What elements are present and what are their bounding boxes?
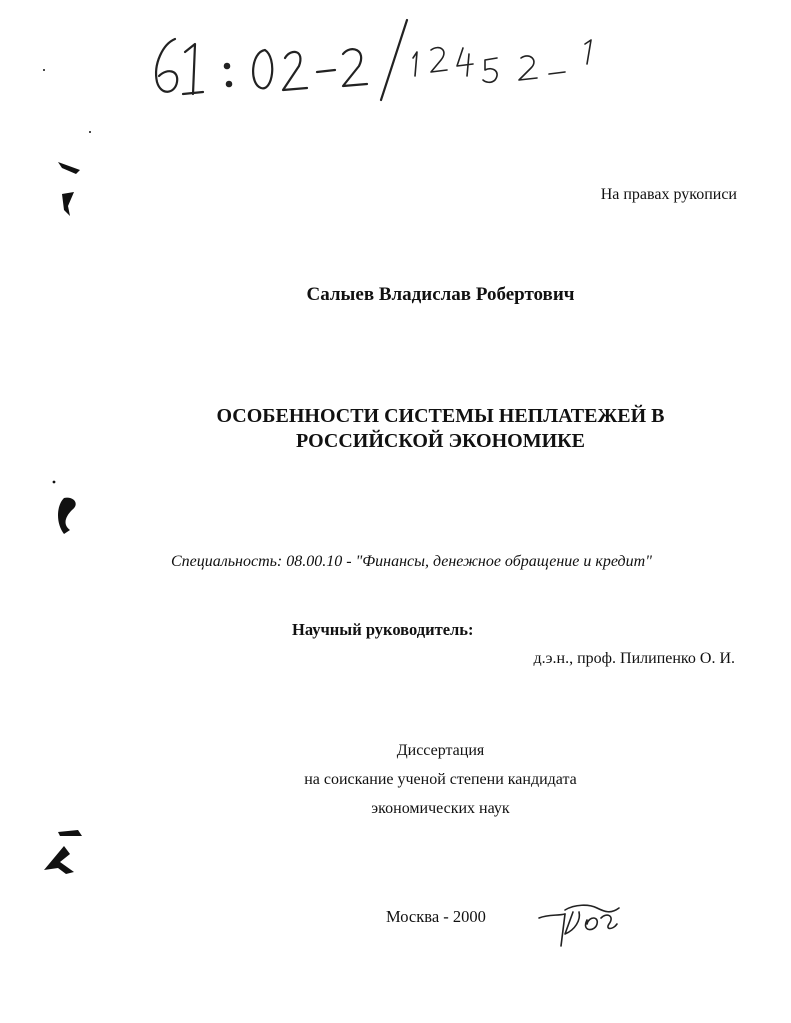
supervisor-name: д.э.н., проф. Пилипенко О. И.: [533, 650, 735, 667]
dissertation-title: [45, 404, 791, 454]
handwritten-archive-number: [145, 14, 625, 104]
title-line: ОСОБЕННОСТИ СИСТЕМЫ НЕПЛАТЕЖЕЙ В: [216, 405, 665, 427]
author-name: Салыев Владислав Робертович: [306, 284, 575, 305]
rights-notice: На правах рукописи: [600, 186, 737, 203]
degree-line: на соискание ученой степени кандидата: [304, 771, 577, 788]
degree-statement: [45, 736, 791, 823]
city-year: Москва - 2000: [386, 907, 486, 926]
specialty: Специальность: 08.00.10 - "Финансы, денежное обращение и кредит": [171, 553, 652, 570]
degree-line: Диссертация: [396, 742, 485, 759]
supervisor-label: Научный руководитель:: [292, 620, 474, 639]
title-line: РОССИЙСКОЙ ЭКОНОМИКЕ: [296, 430, 585, 452]
degree-line: экономических наук: [371, 800, 510, 817]
signature-mark: [535, 890, 625, 950]
